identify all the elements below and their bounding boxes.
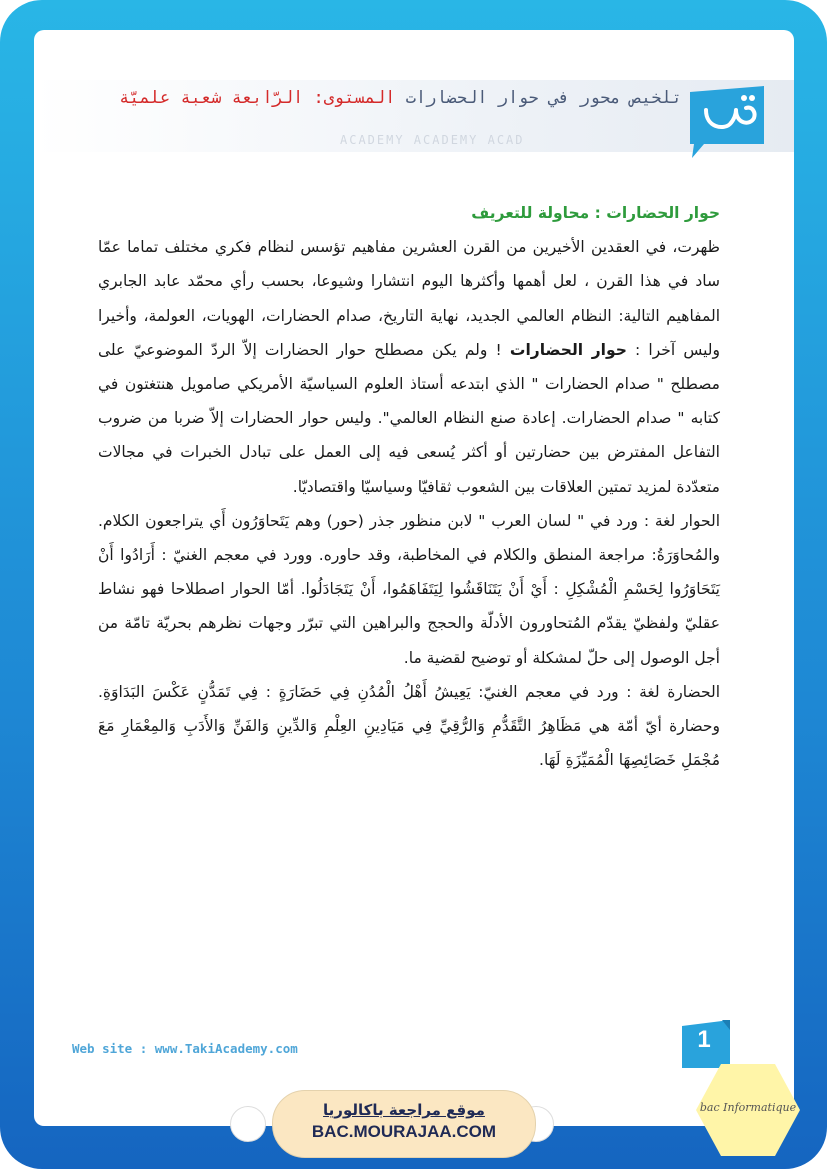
promo-domain[interactable]: BAC.MOURAJAA.COM <box>311 1122 497 1141</box>
left-mini-logo-icon <box>230 1106 266 1142</box>
document-body <box>98 196 720 777</box>
paragraph-definition-start: ظهرت، في العقدين الأخيرين من القرن العشرين مفاهيم تؤسس لنظام فكري مختلف تماما عمّا ساد في هذا القرن ، لعل أهمها وأكثرها اليوم انتشارا وشيوعا، بحسب رأي محمّد عابد الجابري المفاهيم التالية: النظام العالمي الجديد، نهاية التاريخ، صدام الحضارات، الهويات، العولمة، وأخيرا وليس آخرا : <box>98 238 720 359</box>
website-link[interactable]: Web site : www.TakiAcademy.com <box>72 1041 298 1056</box>
document-topic: تلخيص محور في حوار الحضارات <box>405 88 682 108</box>
document-header <box>36 88 682 109</box>
bac-promo-banner[interactable] <box>272 1090 536 1158</box>
paragraph-definition <box>98 230 720 504</box>
header-watermark: ACADEMY ACADEMY ACAD <box>340 133 525 147</box>
section-title: حوار الحضارات : محاولة للتعريف <box>471 204 720 222</box>
taki-academy-logo-icon <box>684 84 770 160</box>
paragraph-civilization: الحضارة لغة : ورد في معجم الغنيّ: يَعِيشُ أَهْلُ الْمُدُنِ فِي حَضَارَةٍ : فِي تَمَدُّنٍ عَكْسَ البَدَاوَةِ. وحضارة أيّ أمّة هي مَظَاهِرُ التَّقَدُّمِ وَالرُّقِيِّ فِي مَيَادِينِ العِلْمِ وَالدِّينِ وَالفَنِّ وَالأَدَبِ وَالمِعْمَارِ مَعَ مُجْمَلِ خَصَائِصِهَا الْمُمَيِّزَةِ لَهَا. <box>98 682 720 770</box>
paragraph-definition-end: ! ولم يكن مصطلح حوار الحضارات إلاّ الردّ الموضوعيّ على مصطلح " صدام الحضارات " الذي ابتدعه أستاذ العلوم السياسيّة الأمريكي صامويل هنتغتون في كتابه " صدام الحضارات. إعادة صنع النظام العالمي". وليس حوار الحضارات إلاّ ضربا من ضروب التفاعل المفترض بين حضارتين أو أكثر يُسعى فيه إلى العمل على تبادل الخبرات في مجالات متعدّدة لمزيد تمتين العلاقات بين الشعوب ثقافيّا وسياسيّا واقتصاديّا. <box>98 340 720 496</box>
bac-informatique-badge: bac Informatique <box>699 1101 797 1114</box>
page-number: 1 <box>697 1026 711 1053</box>
paragraph-dialogue: الحوار لغة : ورد في " لسان العرب " لابن منظور جذر (حور) وهم يَتَحاوَرُون أَي يتراجعون الكلام. والمُحاوَرَةُ: مراجعة المنطق والكلام في المخاطبة، وقد حاوره. وورد في معجم الغنيّ : أَرَادُوا أَنْ يَتَحَاوَرُوا لِحَسْمِ الْمُشْكِلِ : أَيْ أَنْ يَتَنَاقَشُوا لِيَتَفَاهَمُوا، أَنْ يَتَجَادَلُوا. أمّا الحوار اصطلاحا فهو نشاط عقليّ ولفظيّ يقدّم المُتحاورون الأدلّة والحجج والبراهين التي تبرّر وجهات نظرهم بحريّة تامّة من أجل الوصول إلى حلّ لمشكلة أو توضيح لقضية ما. <box>98 511 720 667</box>
promo-arabic-text: موقع مراجعة باكالوريا <box>323 1101 485 1119</box>
key-term: حوار الحضارات <box>509 340 627 359</box>
document-level: المستوى: الرّابعة شعبة علميّة <box>119 88 396 108</box>
